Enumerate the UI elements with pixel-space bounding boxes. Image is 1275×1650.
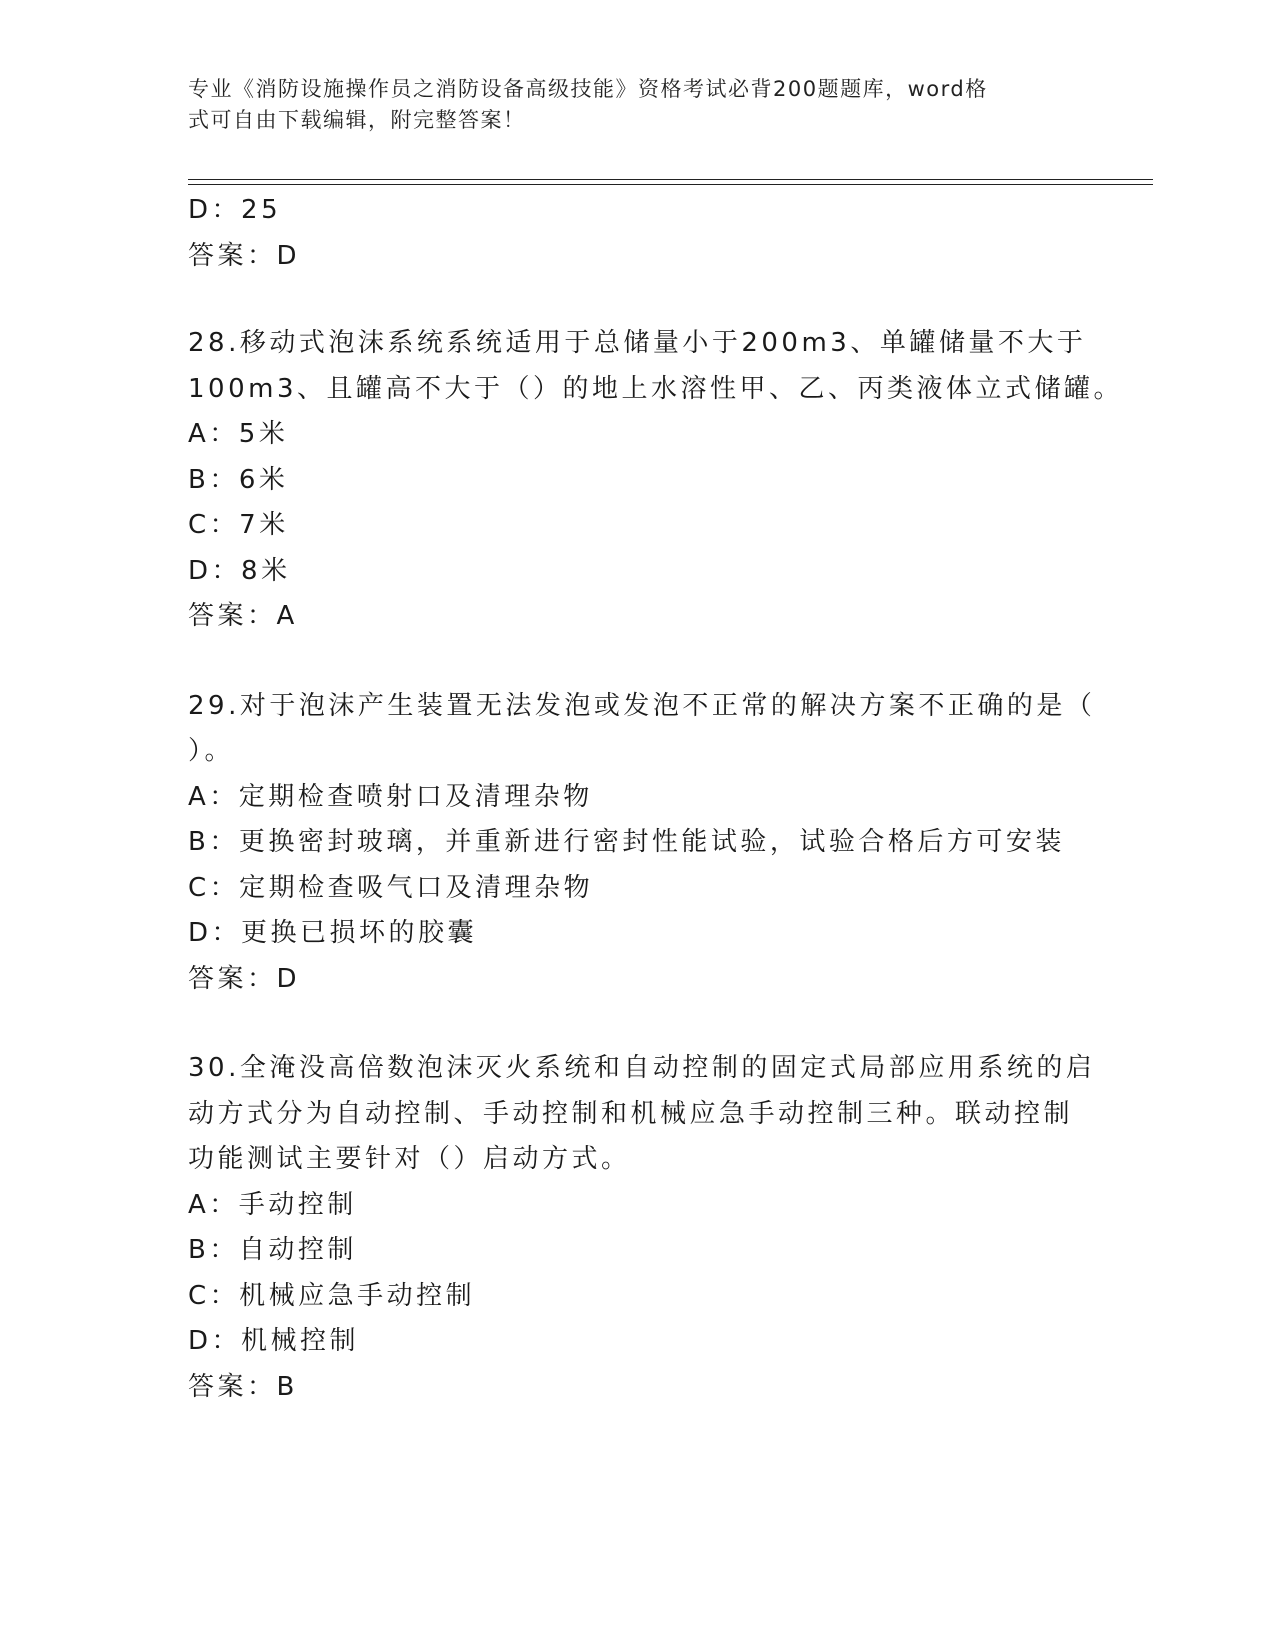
option-a: A：手动控制 xyxy=(188,1189,357,1220)
option-c: C：7米 xyxy=(188,510,289,540)
option-d: D：8米 xyxy=(188,555,291,586)
option-c: C：定期检查吸气口及清理杂物 xyxy=(188,872,594,903)
previous-question-tail xyxy=(188,188,1088,279)
header-rule-top xyxy=(188,179,1153,180)
question-30 xyxy=(188,1046,1096,1410)
option-d: D：更换已损坏的胶囊 xyxy=(188,918,478,948)
option-b: B：自动控制 xyxy=(188,1235,357,1265)
question-stem-line: 功能测试主要针对（）启动方式。 xyxy=(188,1144,631,1174)
spacer xyxy=(188,279,1088,321)
spacer xyxy=(188,1002,1088,1046)
question-28 xyxy=(188,321,1123,640)
option-b: B：6米 xyxy=(188,464,289,495)
answer-line: 答案：B xyxy=(188,1371,298,1402)
option-a: A：5米 xyxy=(188,419,289,449)
answer-line: 答案：A xyxy=(188,601,298,631)
option-d: D：25 xyxy=(188,195,282,225)
question-stem-line: 30.全淹没高倍数泡沫灭火系统和自动控制的固定式局部应用系统的启 xyxy=(188,1053,1096,1083)
option-b: B：更换密封玻璃，并重新进行密封性能试验，试验合格后方可安装 xyxy=(188,827,1065,857)
header-rule-bottom xyxy=(188,184,1153,185)
option-d: D：机械控制 xyxy=(188,1326,360,1356)
header-line-2: 式可自由下载编辑，附完整答案！ xyxy=(188,108,526,132)
question-stem-line: 100m3、且罐高不大于（）的地上水溶性甲、乙、丙类液体立式储罐。 xyxy=(188,373,1123,404)
question-29 xyxy=(188,684,1096,1003)
answer-line: 答案：D xyxy=(188,963,301,994)
question-stem-line: 动方式分为自动控制、手动控制和机械应急手动控制三种。联动控制 xyxy=(188,1098,1074,1129)
option-c: C：机械应急手动控制 xyxy=(188,1280,476,1311)
document-header xyxy=(188,74,1068,136)
document-body xyxy=(188,188,1123,1410)
header-line-1: 专业《消防设施操作员之消防设备高级技能》资格考试必背200题题库，word格 xyxy=(188,77,988,101)
question-stem-line: 29.对于泡沫产生装置无法发泡或发泡不正常的解决方案不正确的是（ xyxy=(188,690,1096,721)
answer-line: 答案：D xyxy=(188,240,301,271)
spacer xyxy=(188,640,1088,684)
question-stem-line: 28.移动式泡沫系统系统适用于总储量小于200m3、单罐储量不大于 xyxy=(188,328,1087,358)
option-a: A：定期检查喷射口及清理杂物 xyxy=(188,781,593,812)
question-stem-line: ）。 xyxy=(188,736,235,766)
